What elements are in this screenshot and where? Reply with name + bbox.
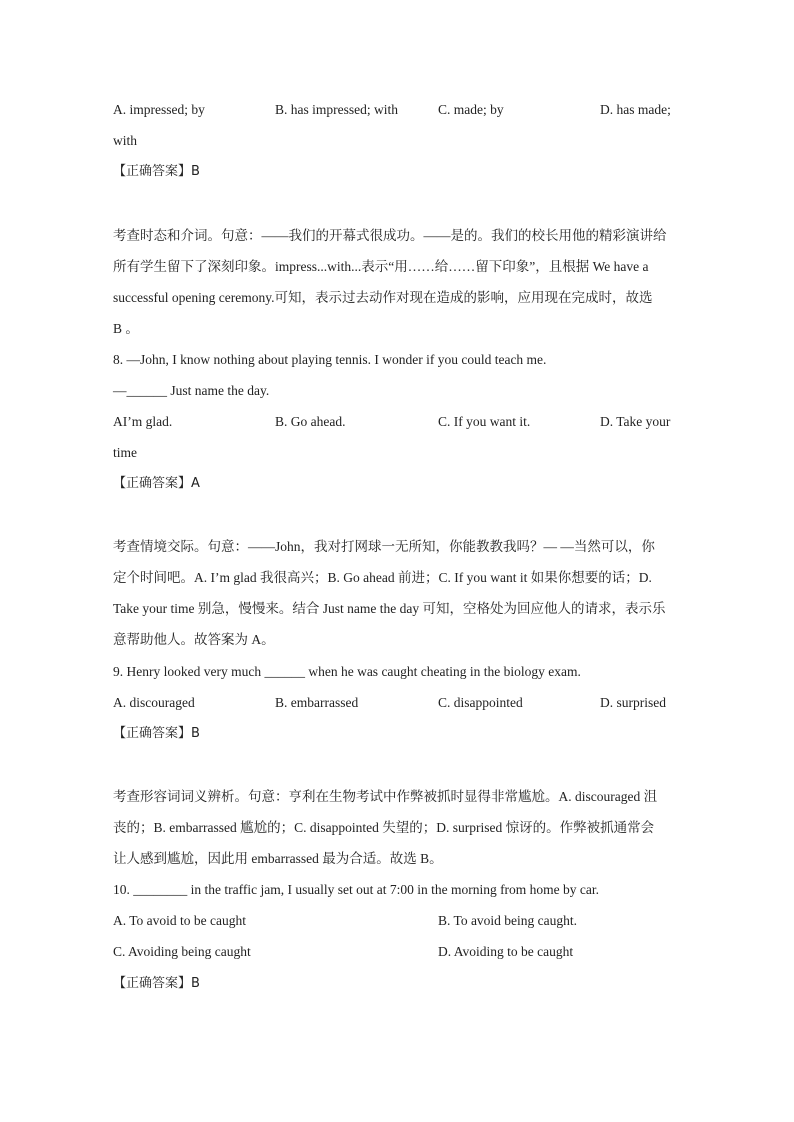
q9-explain-line: 丧的；B. embarrassed 尴尬的；C. disappointed 失望的；D. surprised 惊讶的。作弊被抓通常会 [113, 820, 655, 835]
q10-option-c: C. Avoiding being caught [113, 944, 251, 959]
q9-answer: 【正确答案】B [113, 726, 200, 741]
q9-stem: 9. Henry looked very much ______ when he was caught cheating in the biology exam. [113, 664, 581, 679]
q8-answer: 【正确答案】A [113, 476, 200, 491]
q7-option-a: A. impressed; by [113, 102, 205, 117]
q9-option-d: D. surprised [600, 695, 666, 710]
q8-option-d: D. Take your [600, 414, 671, 429]
q8-explain-line: 考查情境交际。句意：——John，我对打网球一无所知，你能教教我吗？— —当然可以，你 [113, 539, 655, 554]
q7-explain-line: B 。 [113, 321, 139, 336]
q8-option-c: C. If you want it. [438, 414, 531, 429]
q10-answer: 【正确答案】B [113, 976, 200, 991]
q9-option-b: B. embarrassed [275, 695, 359, 710]
q9-option-c: C. disappointed [438, 695, 523, 710]
q7-option-b: B. has impressed; with [275, 102, 398, 117]
q7-answer: 【正确答案】B [113, 164, 200, 179]
q8-option-b: B. Go ahead. [275, 414, 346, 429]
q7-explain-line: 所有学生留下了深刻印象。impress...with...表示“用……给……留下印象”，且根据 We have a [113, 259, 649, 274]
q10-stem: 10. ________ in the traffic jam, I usually set out at 7:00 in the morning from home by car. [113, 882, 600, 897]
q8-explain-line: 意帮助他人。故答案为 A。 [113, 632, 275, 647]
q9-explain-line: 让人感到尴尬，因此用 embarrassed 最为合适。故选 B。 [113, 851, 443, 866]
q8-option-d-wrap: time [113, 445, 137, 460]
q9-option-a: A. discouraged [113, 695, 195, 710]
q7-option-d-wrap: with [113, 133, 138, 148]
q9-explain-line: 考查形容词词义辨析。句意：亨利在生物考试中作弊被抓时显得非常尴尬。A. discouraged 沮 [113, 789, 658, 804]
q8-stem-reply: —______ Just name the day. [113, 383, 270, 398]
q7-explain-line: successful opening ceremony.可知，表示过去动作对现在造成的影响，应用现在完成时，故选 [113, 290, 653, 305]
q10-option-b: B. To avoid being caught. [438, 913, 578, 928]
q8-option-a: AI’m glad. [113, 414, 173, 429]
q8-explain-line: 定个时间吧。A. I’m glad 我很高兴；B. Go ahead 前进；C. If you want it 如果你想要的话；D. [113, 570, 652, 585]
q7-option-c: C. made; by [438, 102, 504, 117]
q10-option-a: A. To avoid to be caught [113, 913, 247, 928]
q8-stem: 8. —John, I know nothing about playing tennis. I wonder if you could teach me. [113, 352, 547, 367]
q8-explain-line: Take your time 别急，慢慢来。结合 Just name the day 可知，空格处为回应他人的请求，表示乐 [113, 601, 666, 616]
q7-option-d: D. has made; [600, 102, 671, 117]
q10-option-d: D. Avoiding to be caught [438, 944, 574, 959]
q7-explain-line: 考查时态和介词。句意：——我们的开幕式很成功。——是的。我们的校长用他的精彩演讲给 [113, 228, 667, 243]
